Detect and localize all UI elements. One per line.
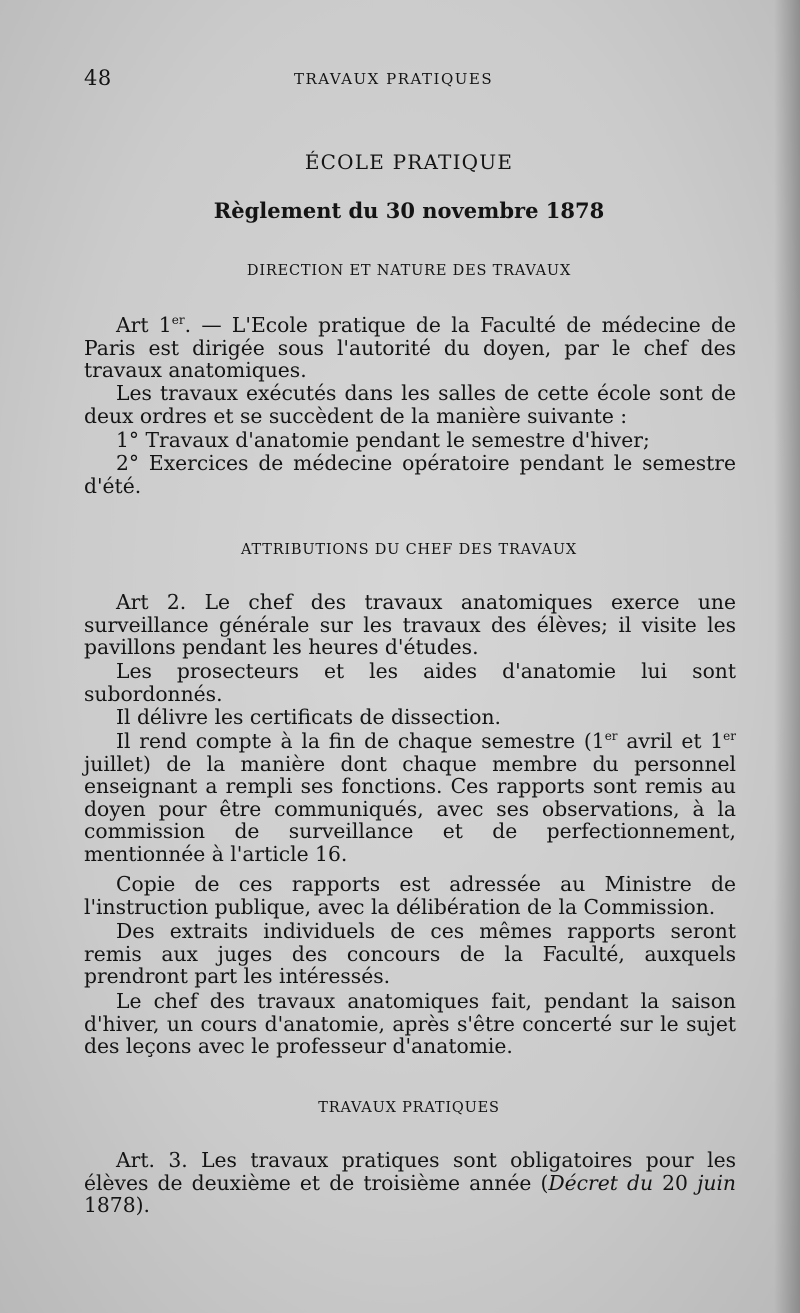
paragraph-anatomy-winter: 1° Travaux d'anatomie pendant le semestre d'hiver; <box>116 428 650 452</box>
paragraph-works-order: Les travaux exécutés dans les salles de cette école sont de deux ordres et se succèdent de la manière suivante : <box>84 381 736 428</box>
paragraph-certificates: Il délivre les certificats de dissection. <box>116 705 501 729</box>
paragraph-anatomy-course: Le chef des travaux anatomiques fait, pendant la saison d'hiver, un cours d'anatomie, après s'être concerté sur le sujet des leçons avec le professeur d'anatomie. <box>84 989 736 1058</box>
article-2-paragraph: Art 2. Le chef des travaux anatomiques exerce une surveillance générale sur les travaux des élèves; il visite les pavillons pendant les heures d'études. <box>84 590 736 659</box>
paragraph-surgery-summer: 2° Exercices de médecine opératoire pendant le semestre d'été. <box>84 451 736 498</box>
section-heading-attributions: ATTRIBUTIONS DU CHEF DES TRAVAUX <box>241 542 577 558</box>
school-heading: ÉCOLE PRATIQUE <box>304 150 514 174</box>
article-1-paragraph: Art 1er. — L'Ecole pratique de la Faculté de médecine de Paris est dirigée sous l'autorité du doyen, par le chef des travaux anatomiques. <box>84 313 736 382</box>
paragraph-individual-extracts: Des extraits individuels de ces mêmes rapports seront remis aux juges des concours de la Faculté, auxquels prendront part les intéressés. <box>84 919 736 988</box>
paragraph-semester-report: Il rend compte à la fin de chaque semestre (1er avril et 1er juillet) de la manière dont chaque membre du personnel enseignant a rempli ses fonctions. Ces rapports sont remis au doyen pour être communiqués, avec ses observations, à la commission de surveillance et de perfectionnement, mentionnée à l'article 16. <box>84 729 736 866</box>
paragraph-prosectors: Les prosecteurs et les aides d'anatomie lui sont subordonnés. <box>84 659 736 706</box>
section-heading-travaux: TRAVAUX PRATIQUES <box>318 1100 500 1116</box>
article-3-paragraph: Art. 3. Les travaux pratiques sont obligatoires pour les élèves de deuxième et de troisième année (Décret du 20 juin 1878). <box>84 1148 736 1217</box>
regulation-title: Règlement du 30 novembre 1878 <box>213 198 605 223</box>
page-number: 48 <box>84 66 112 90</box>
running-head: TRAVAUX PRATIQUES <box>294 70 494 88</box>
section-heading-direction: DIRECTION ET NATURE DES TRAVAUX <box>246 263 572 279</box>
page-header <box>84 66 734 96</box>
page-edge-shadow <box>774 0 800 1313</box>
paragraph-report-copy: Copie de ces rapports est adressée au Ministre de l'instruction publique, avec la délibération de la Commission. <box>84 872 736 919</box>
